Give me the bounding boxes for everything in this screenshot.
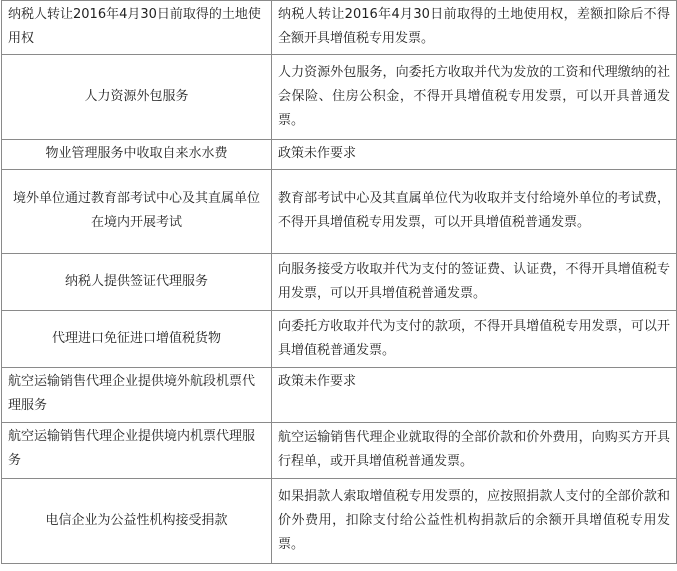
invoice-policy-cell: 政策未作要求 <box>272 368 677 423</box>
business-item-cell: 航空运输销售代理企业提供境内机票代理服务 <box>2 423 272 479</box>
business-item-cell: 人力资源外包服务 <box>2 55 272 140</box>
invoice-policy-cell: 教育部考试中心及其直属单位代为收取并支付给境外单位的考试费，不得开具增值税专用发票，可以开具增值税普通发票。 <box>272 170 677 254</box>
table-row <box>2 140 677 170</box>
business-item-cell: 境外单位通过教育部考试中心及其直属单位在境内开展考试 <box>2 170 272 254</box>
table-row <box>2 423 677 479</box>
invoice-policy-cell: 纳税人转让2016年4月30日前取得的土地使用权，差额扣除后不得全额开具增值税专用发票。 <box>272 1 677 55</box>
invoice-policy-cell: 人力资源外包服务，向委托方收取并代为发放的工资和代理缴纳的社会保险、住房公积金，不得开具增值税专用发票，可以开具普通发票。 <box>272 55 677 140</box>
invoice-policy-cell: 向委托方收取并代为支付的款项，不得开具增值税专用发票，可以开具增值税普通发票。 <box>272 311 677 368</box>
invoice-policy-cell: 航空运输销售代理企业就取得的全部价款和价外费用，向购买方开具行程单，或开具增值税普通发票。 <box>272 423 677 479</box>
table-row <box>2 479 677 564</box>
table-row <box>2 311 677 368</box>
business-item-cell: 航空运输销售代理企业提供境外航段机票代理服务 <box>2 368 272 423</box>
table-row <box>2 1 677 55</box>
invoice-policy-cell: 如果捐款人索取增值税专用发票的，应按照捐款人支付的全部价款和价外费用，扣除支付给公益性机构捐款后的余额开具增值税专用发票。 <box>272 479 677 564</box>
business-item-cell: 电信企业为公益性机构接受捐款 <box>2 479 272 564</box>
business-item-cell: 纳税人转让2016年4月30日前取得的土地使用权 <box>2 1 272 55</box>
invoice-policy-cell: 政策未作要求 <box>272 140 677 170</box>
invoice-policy-cell: 向服务接受方收取并代为支付的签证费、认证费，不得开具增值税专用发票，可以开具增值税普通发票。 <box>272 254 677 311</box>
business-item-cell: 纳税人提供签证代理服务 <box>2 254 272 311</box>
table-row <box>2 55 677 140</box>
business-item-cell: 物业管理服务中收取自来水水费 <box>2 140 272 170</box>
table-row <box>2 254 677 311</box>
table-row <box>2 170 677 254</box>
table-row <box>2 368 677 423</box>
business-item-cell: 代理进口免征进口增值税货物 <box>2 311 272 368</box>
invoice-policy-table <box>1 0 677 564</box>
